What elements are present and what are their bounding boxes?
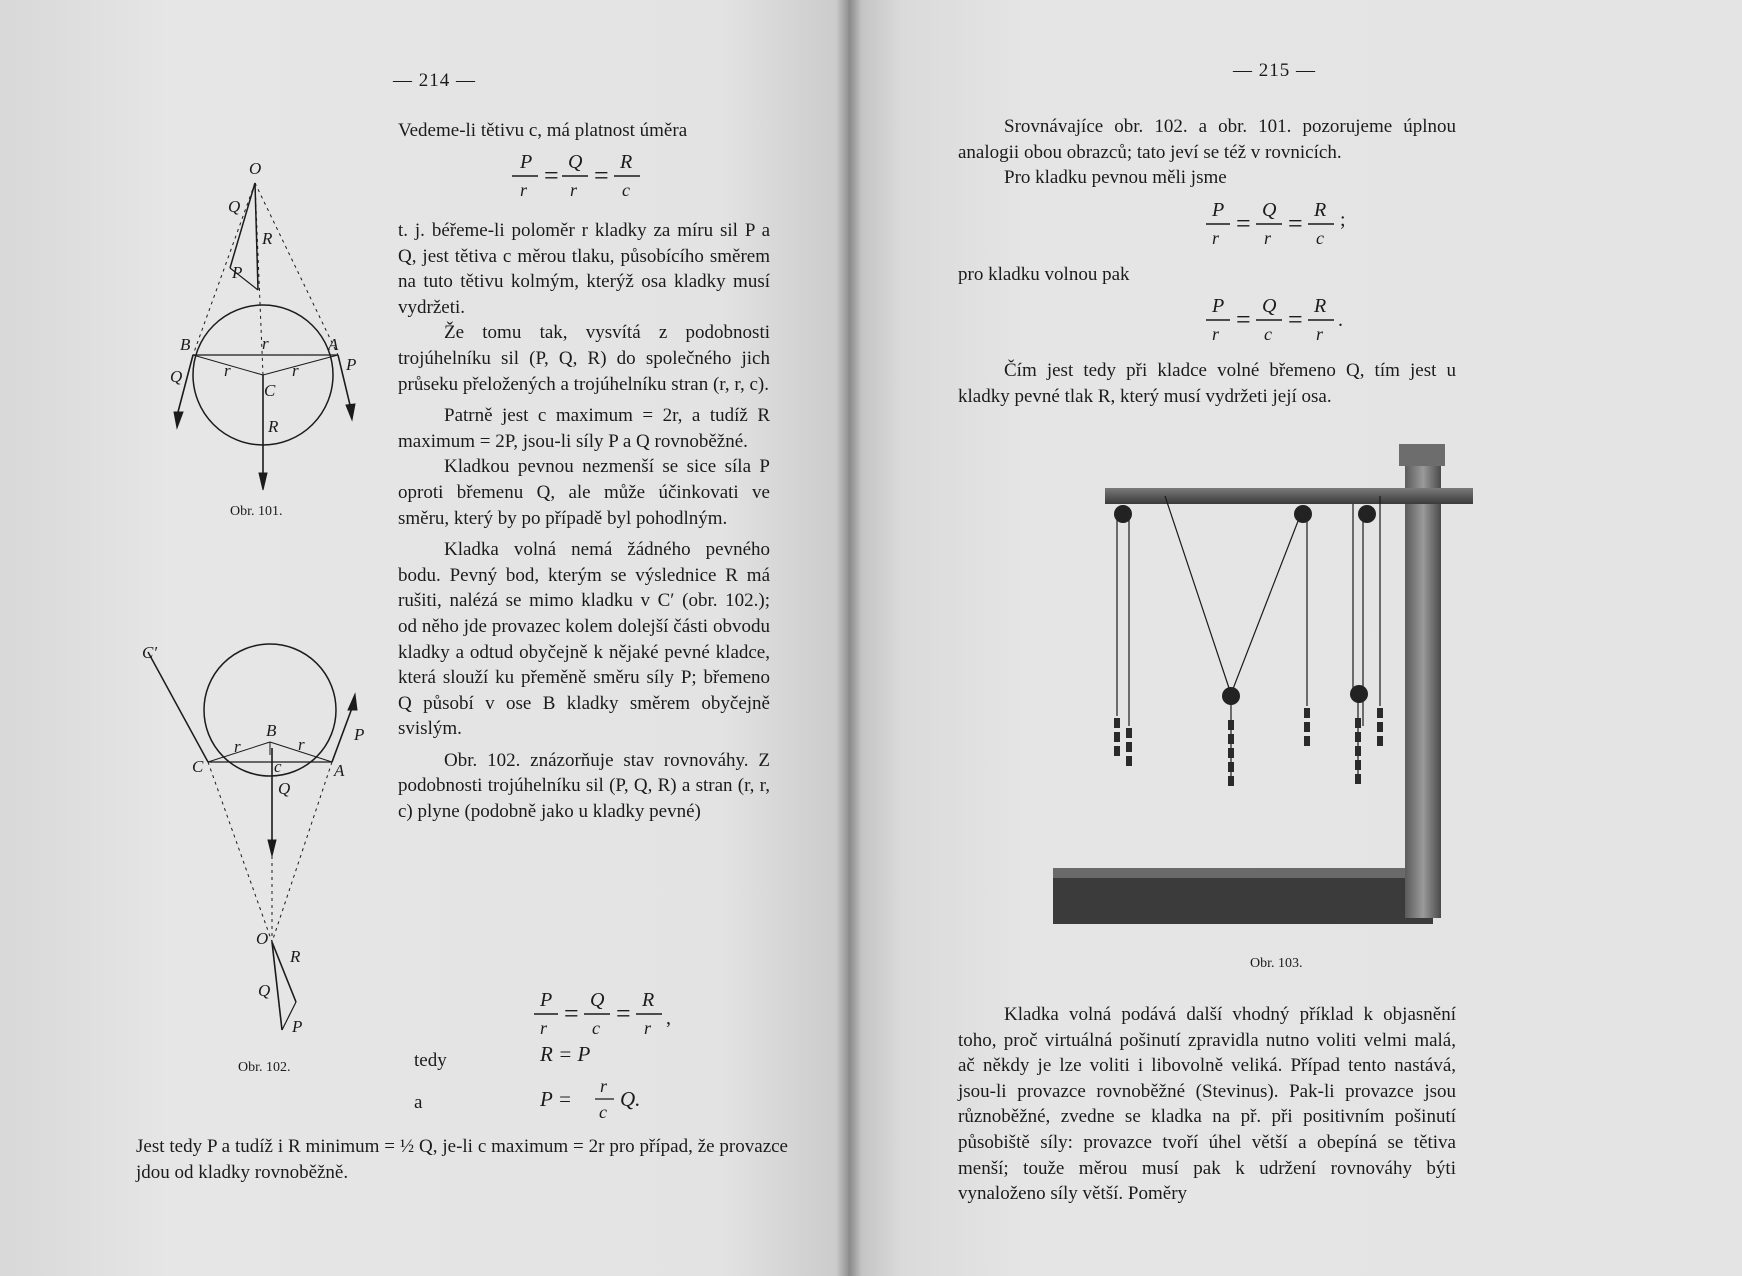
eq-end: ; xyxy=(1340,209,1346,231)
lead-paragraph: Vedeme-li tětivu c, má platnost úměra xyxy=(398,120,688,141)
eq-num: r xyxy=(600,1076,608,1096)
eq-den-c: c xyxy=(1264,324,1272,344)
eq-num-p: P xyxy=(1212,295,1225,317)
eq-den-r: r xyxy=(520,180,528,200)
eq-num-q: Q xyxy=(568,151,583,173)
eq-lhs: P = xyxy=(540,1087,572,1111)
figure-103-caption: Obr. 103. xyxy=(1250,956,1303,971)
label-b: B xyxy=(266,721,277,740)
word-a: a xyxy=(414,1092,423,1113)
figure-102-caption: Obr. 102. xyxy=(238,1060,291,1075)
eq-den-r2: r xyxy=(644,1018,652,1038)
left-page xyxy=(0,0,848,1276)
intro-paragraph xyxy=(958,114,1456,191)
label-c: C xyxy=(264,381,276,400)
eq-num-r: R xyxy=(620,151,633,173)
label-c-chord: c xyxy=(274,757,282,776)
closing-paragraph: Jest tedy P a tudíž i R minimum = ½ Q, je-li c maximum = 2r pro případ, že provazce jdou od kladky rovnoběžně. xyxy=(136,1136,788,1183)
word-tedy: tedy xyxy=(414,1050,447,1071)
eq-rhs: Q. xyxy=(620,1087,641,1111)
label-q-left: Q xyxy=(170,367,183,386)
label-p-right: P xyxy=(346,355,357,374)
paragraph: Kladka volná podává další vhodný příklad k objasnění toho, proč virtuálná pošinutí zpravidla nutno voliti velmi malá, ač někdy je lze voliti i libovolně veliká. Případ tento nastává, jsou-li provazce rovnoběžné (Stevinus). Pak-li provazce jsou různoběžné, zvedne se kladka na př. při positivním pošinutí působiště síly: provazce tvoří úhel větší a obepíná se tětiva menší; touže měrou musí pak k udržení rovnováhy býti vynaloženo síly větší. Poměry xyxy=(958,1004,1456,1205)
eq-den-c: c xyxy=(592,1018,600,1038)
label-r: R xyxy=(262,229,273,248)
label-b: B xyxy=(180,335,191,354)
eq-num-r: R xyxy=(642,989,655,1011)
svg-text:,: , xyxy=(666,1007,671,1029)
eq-num-r: R xyxy=(1314,295,1327,317)
svg-text:=: = xyxy=(1236,305,1251,334)
svg-text:=: = xyxy=(1288,209,1303,238)
page-number-215: — 215 — xyxy=(1233,60,1316,81)
right-page xyxy=(848,0,1742,1276)
equation-p-equals-r-over-c-q xyxy=(540,1072,650,1128)
label-r-left: r xyxy=(234,737,241,756)
eq-den-r2: r xyxy=(570,180,578,200)
label-o: O xyxy=(249,159,262,178)
figure-102-free-pulley-diagram xyxy=(130,630,390,1070)
svg-text:=: = xyxy=(594,161,609,190)
eq-num-p: P xyxy=(540,989,553,1011)
eq-den: c xyxy=(599,1102,607,1122)
eq-den-c: c xyxy=(622,180,630,200)
label-p: P xyxy=(354,725,365,744)
label-r-right: r xyxy=(298,735,305,754)
eq-den-r2: r xyxy=(1264,228,1272,248)
page-number-214: — 214 — xyxy=(393,70,476,91)
equation-free-pulley xyxy=(528,986,688,1042)
equation-fixed-pulley xyxy=(506,148,666,204)
eq-end: . xyxy=(1338,309,1343,331)
equation-r-equals-p: R = P xyxy=(540,1042,591,1066)
paragraph: Kladkou pevnou nezmenší se sice síla P oproti břemenu Q, ale může účinkovati ve směru, který by po případě byl pohodlným. xyxy=(398,456,770,529)
label-c: C xyxy=(192,757,204,776)
label-r: R xyxy=(290,947,301,966)
label-a: A xyxy=(334,761,345,780)
equation-free-pulley-repeat xyxy=(1200,292,1370,348)
label-q: Q xyxy=(278,779,291,798)
label-r-right: r xyxy=(292,361,299,380)
svg-text:=: = xyxy=(1236,209,1251,238)
paragraph: Že tomu tak, vysvítá z podobnosti trojúhelníku sil (P, Q, R) do společného jich průseku přeložených a trojúhelníku stran (r, r, c). xyxy=(398,322,770,395)
eq-num-q: Q xyxy=(590,989,605,1011)
eq-den-r: r xyxy=(540,1018,548,1038)
paragraph: Čím jest tedy při kladce volné břemeno Q, tím jest u kladky pevné tlak R, který musí vydržeti její osa. xyxy=(958,360,1456,407)
svg-text:=: = xyxy=(564,999,579,1028)
book-gutter xyxy=(836,0,862,1276)
svg-text:=: = xyxy=(1288,305,1303,334)
figure-103-pulley-apparatus-photo xyxy=(1053,436,1473,936)
eq-den-c: c xyxy=(1316,228,1324,248)
equation-fixed-pulley-repeat xyxy=(1200,196,1370,252)
label-r-left: r xyxy=(224,361,231,380)
paragraph: Pro kladku pevnou měli jsme xyxy=(1004,167,1227,189)
pulley-circle xyxy=(204,644,336,776)
label-c-prime: C′ xyxy=(142,643,158,662)
paragraph: pro kladku volnou pak xyxy=(958,264,1130,285)
label-q: Q xyxy=(228,197,241,216)
label-p-bottom: P xyxy=(292,1017,303,1036)
eq-num-r: R xyxy=(1314,199,1327,221)
eq-num-p: P xyxy=(520,151,533,173)
eq-den-r2: r xyxy=(1316,324,1324,344)
eq-num-q: Q xyxy=(1262,295,1277,317)
body-text-column xyxy=(398,218,770,825)
eq-num-q: Q xyxy=(1262,199,1277,221)
eq-num-p: P xyxy=(1212,199,1225,221)
paragraph: Srovnávajíce obr. 102. a obr. 101. pozorujeme úplnou analogii obou obrazců; tato jeví se též v rovnicích. xyxy=(958,116,1456,163)
label-r-bottom: R xyxy=(268,417,279,436)
label-q-bottom: Q xyxy=(258,981,271,1000)
label-p: P xyxy=(232,263,243,282)
label-a: A xyxy=(328,335,339,354)
svg-text:=: = xyxy=(544,161,559,190)
paragraph: t. j. béřeme-li poloměr r kladky za míru sil P a Q, jest tětiva c měrou tlaku, působícího směrem na tuto tětivu kolmým, kterýž osa kladky musí vydržeti. xyxy=(398,220,770,318)
eq-den-r: r xyxy=(1212,228,1220,248)
label-o: O xyxy=(256,929,269,948)
svg-text:=: = xyxy=(616,999,631,1028)
paragraph: Kladka volná nemá žádného pevného bodu. Pevný bod, kterým se výslednice R má rušiti, nalézá se mimo kladku v C′ (obr. 102.); od něho jde provazec kolem dolejší části obvodu kladky a odtud obyčejně k nějaké pevné kladce, která slouží ku přeměně směru síly P; břemeno Q působí v ose B kladky směrem obyčejně svislým. xyxy=(398,539,770,740)
paragraph: Obr. 102. znázorňuje stav rovnováhy. Z podobnosti trojúhelníku sil (P, Q, R) a stran (r, r, c) plyne (podobně jako u kladky pevné) xyxy=(398,749,770,823)
paragraph: Patrně jest c maximum = 2r, a tudíž R maximum = 2P, jsou-li síly P a Q rovnoběžné. xyxy=(398,405,770,452)
eq-den-r: r xyxy=(1212,324,1220,344)
figure-101-fixed-pulley-diagram xyxy=(150,150,380,510)
label-r-top: r xyxy=(262,334,269,353)
figure-101-caption: Obr. 101. xyxy=(230,504,283,519)
